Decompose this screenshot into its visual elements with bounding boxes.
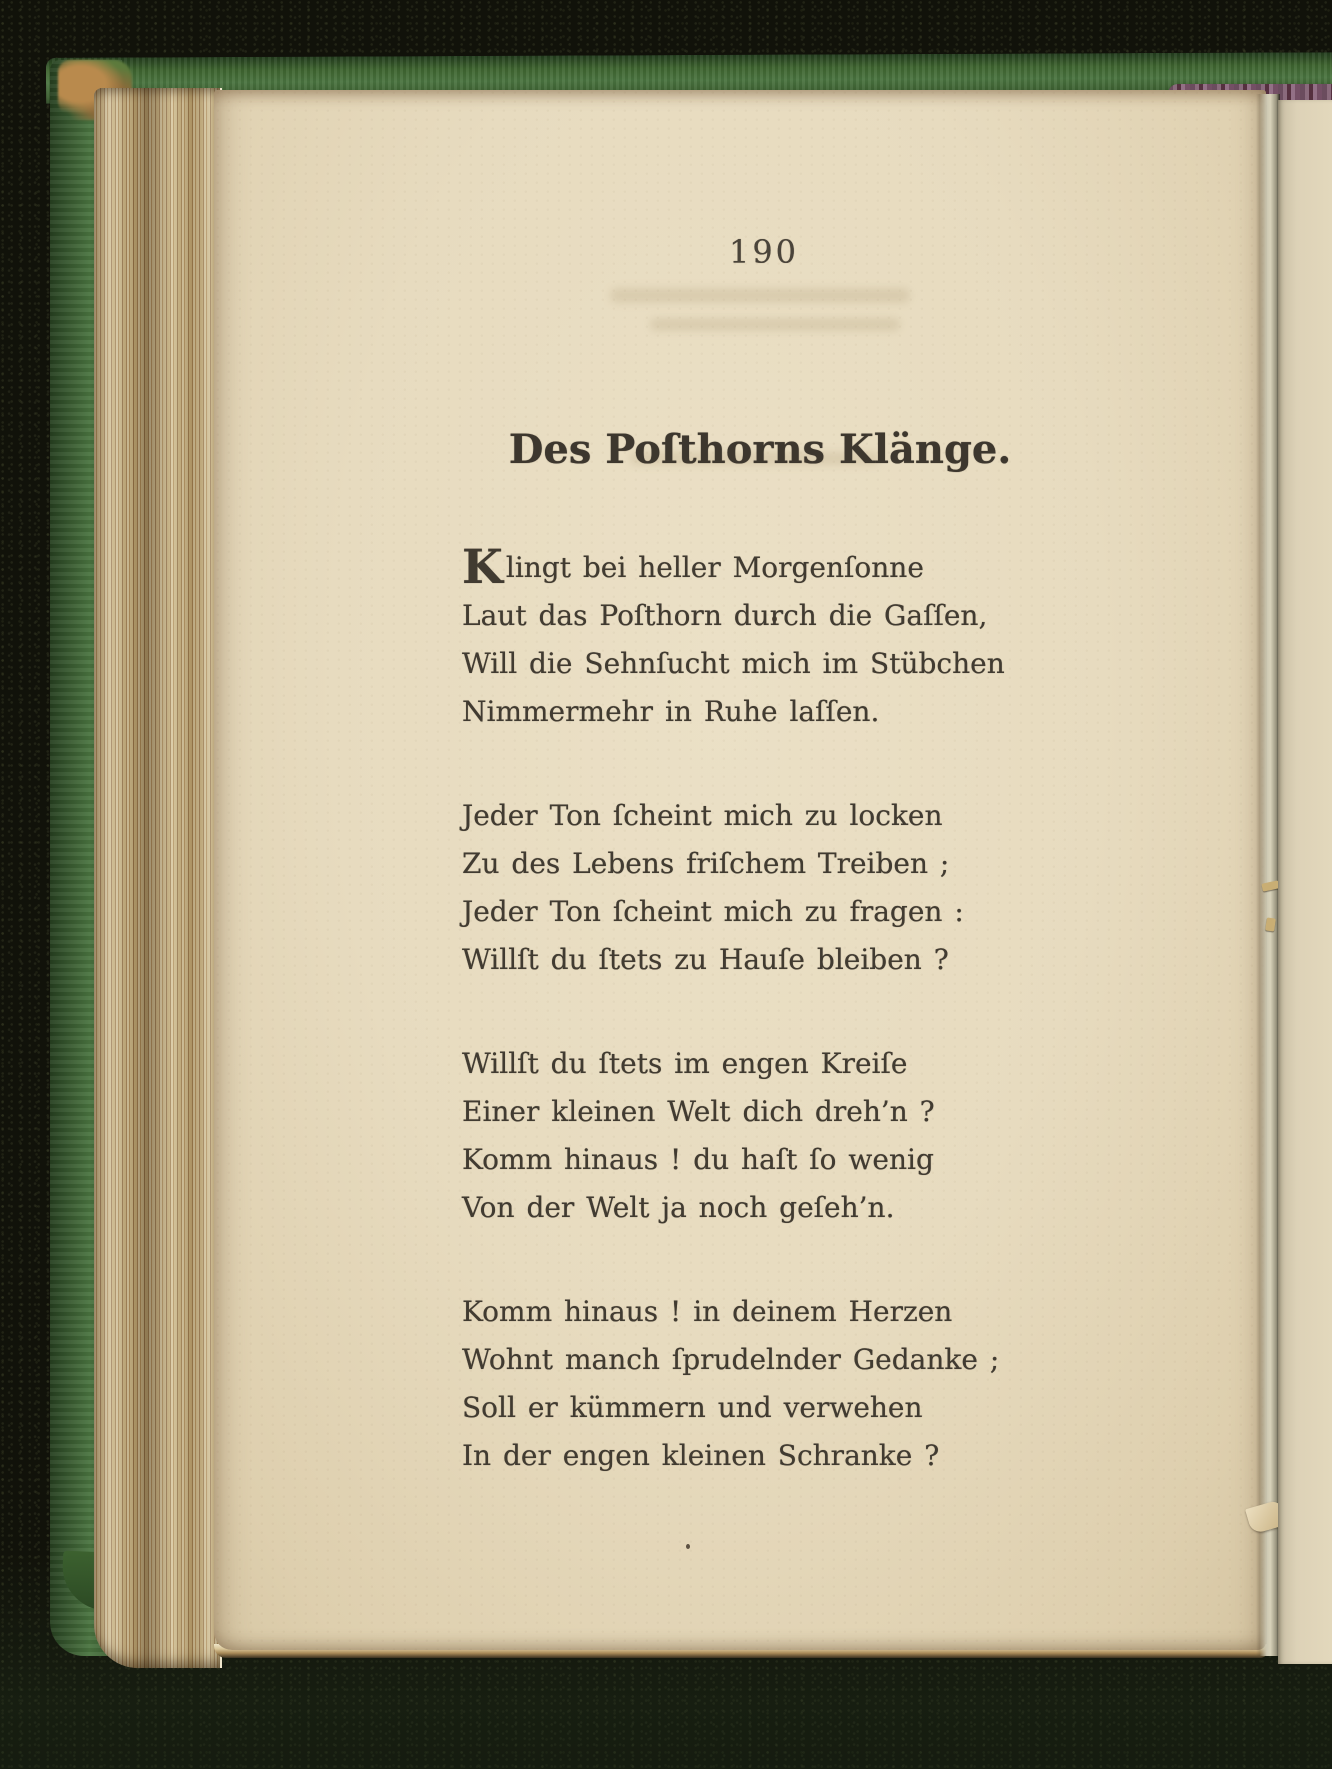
poem-line: Will die Sehnſucht mich im Stübchen	[462, 647, 1005, 680]
poem-line: Soll er kümmern und verwehen	[462, 1391, 923, 1424]
poem-line: Wohnt manch ſprudelnder Gedanke ;	[462, 1343, 1000, 1376]
poem-line: Komm hinaus ! du haſt ſo wenig	[462, 1143, 934, 1176]
stanza	[462, 1288, 1002, 1480]
poem-line: Zu des Lebens friſchem Treiben ;	[462, 847, 950, 880]
page-number: 190	[728, 233, 800, 271]
poem-line: Nimmermehr in Ruhe laſſen.	[462, 695, 880, 728]
book-page	[214, 90, 1266, 1650]
drop-cap-initial: K	[462, 540, 504, 595]
poem-line: Jeder Ton ſcheint mich zu locken	[462, 799, 943, 832]
gutter-crease	[1256, 94, 1280, 1656]
page-stack-fore-edge	[94, 88, 222, 1668]
poem-line-text: lingt bei heller Morgenſonne	[505, 551, 924, 584]
poem-line: Komm hinaus ! in deinem Herzen	[462, 1295, 953, 1328]
paper-speck	[686, 1544, 690, 1549]
stanza	[462, 540, 1005, 736]
binding-thread	[1265, 917, 1276, 931]
poem-line: Von der Welt ja noch geſeh’n.	[462, 1191, 895, 1224]
next-page-sliver	[1278, 100, 1332, 1664]
poem-line: Laut das Poſthorn durch die Gaſſen,	[462, 599, 988, 632]
poem-line: In der engen kleinen Schranke ?	[462, 1439, 940, 1472]
poem-line: Jeder Ton ſcheint mich zu fragen :	[462, 895, 964, 928]
poem-line: Willſt du ſtets zu Hauſe bleiben ?	[462, 943, 949, 976]
stanza	[462, 1040, 1002, 1232]
poem-line	[462, 540, 1002, 595]
stanza	[462, 792, 1002, 984]
show-through-ghost	[610, 288, 910, 303]
poem-title: Des Poſthorns Klänge.	[508, 426, 1012, 473]
poem-line: Einer kleinen Welt dich dreh’n ?	[462, 1095, 935, 1128]
poem-stanzas	[462, 540, 1005, 1536]
poem-line: Willſt du ſtets im engen Kreiſe	[462, 1047, 908, 1080]
show-through-ghost	[650, 318, 900, 331]
